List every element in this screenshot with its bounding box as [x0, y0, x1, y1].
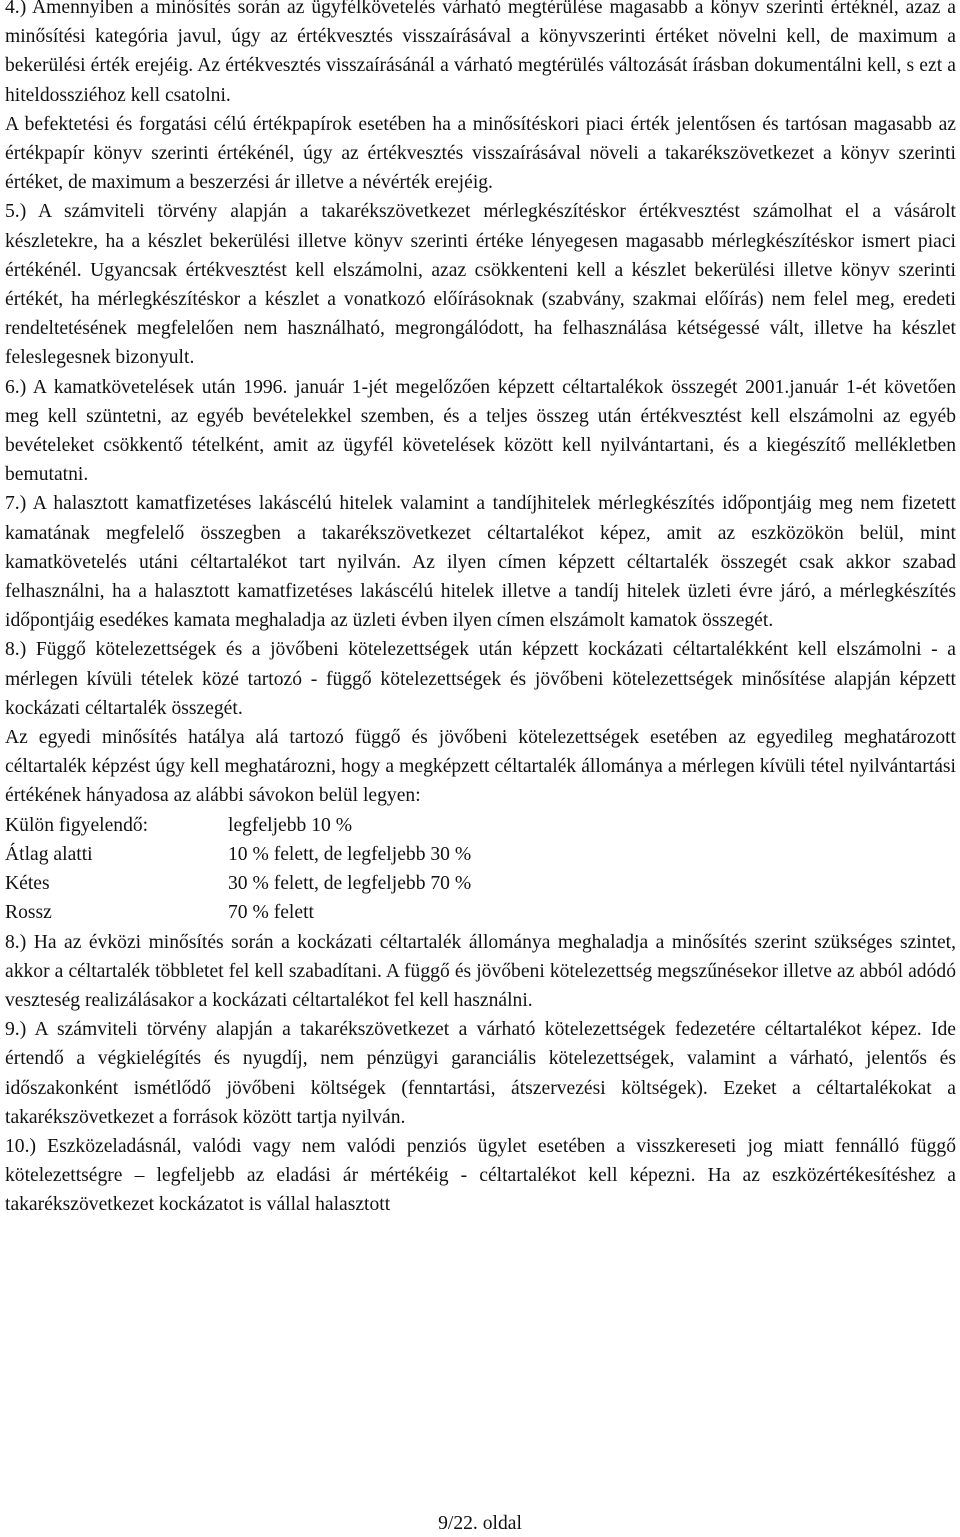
paragraph-10: 10.) Eszközeladásnál, valódi vagy nem valódi penziós ügylet esetében a visszkereseti jog miatt fennálló függő kötelezettségre – legfeljebb az eladási ár mértékéig - céltartalékot kell képezni. Ha az eszközértékesítéshez a takarékszövetkezet kockázatot is vállal halasztott: [5, 1135, 956, 1216]
paragraph-securities-writeback: A befektetési és forgatási célú értékpapírok esetében ha a minősítéskori piaci érték jelentősen és tartósan magasabb az értékpapír könyv szerinti értékénél, úgy az értékvesztés visszaírásával növeli a takarékszövetkezet a könyv szerinti értéket, de maximum a beszerzési ár illetve a névérték erejéig.: [5, 113, 956, 194]
grade-name: Átlag alatti: [5, 843, 93, 865]
paragraph-7: 7.) A halasztott kamatfizetéses lakáscélú hitelek valamint a tandíjhitelek mérlegkészítés időpontjáig meg nem fizetett kamatának megfelelő összegben a takarékszövetkezet céltartalékot képez, amit az eszközökön belül, mint kamatkövetelés utáni céltartalékot tart nyilván. Az ilyen címen képzett céltartalék összegét csak akkor szabad felhasználni, ha a halasztott kamatfizetéses lakáscélú hitelek illetve a tandíj hitelek üzleti évre járó, a mérlegkészítés időpontjáig esedékes kamata meghaladja az üzleti évben ilyen címen elszámolt kamatok összegét.: [5, 493, 956, 632]
grade-range: legfeljebb 10 %: [228, 814, 353, 836]
paragraph-6: 6.) A kamatkövetelések után 1996. január 1-jét megelőzően képzett céltartalékok összegét 2001.január 1-ét követően meg kell szüntetni, az egyéb bevételekkel szemben, és a teljes összeg után értékvesztést kell elszámolni az egyéb bevételeket csökkentő tételként, amit az ügyfél követelések között kell nyilvántartani, és a kiegészítő mellékletben bemutatni.: [5, 376, 956, 486]
grade-table: [5, 811, 956, 928]
paragraph-8-contingent: 8.) Függő kötelezettségek és a jövőbeni kötelezettségek után képzett kockázati céltartalékként kell elszámolni - a mérlegen kívüli tételek közé tartozó - függő kötelezettségek és jövőbeni kötelezettségek minősítése alapján képzett kockázati céltartalék összegét.: [5, 639, 956, 719]
paragraph-individual-rating: Az egyedi minősítés hatálya alá tartozó függő és jövőbeni kötelezettségek esetében az egyedileg meghatározott céltartalék képzést úgy kell meghatározni, hogy a megképzett céltartalék állománya a mérlegen kívüli tétel nyilvántartási értékének hányadosa az alábbi sávokon belül legyen:: [5, 727, 956, 807]
grade-name: Rossz: [5, 902, 52, 924]
grade-row: [5, 898, 956, 927]
grade-name: Külön figyelendő:: [5, 814, 149, 836]
paragraph-8-release: 8.) Ha az évközi minősítés során a kockázati céltartalék állománya meghaladja a minősítés szerint szükséges szintet, akkor a céltartalék többletet fel kell szabadítani. A függő és jövőbeni kötelezettség megszűnésekor illetve az abból adódó veszteség realizálásakor a kockázati céltartalékot fel kell használni.: [5, 931, 956, 1011]
grade-range: 70 % felett: [228, 902, 314, 924]
paragraph-5: 5.) A számviteli törvény alapján a takarékszövetkezet mérlegkészítéskor értékvesztést számolhat el a vásárolt készletekre, ha a készlet bekerülési illetve könyv szerinti értéke lényegesen magasabb mérlegkészítéskor ismert piaci értékénél. Ugyancsak értékvesztést kell elszámolni, azaz csökkenteni kell a készlet bekerülési illetve könyv szerinti értékét, ha mérlegkészítéskor a készlet a vonatkozó előírásoknak (szabvány, szakmai előírás) nem felel meg, eredeti rendeltetésének megfelelően nem használható, megrongálódott, ha felhasználása kétségessé vált, illetve ha készlet feleslegesnek bizonyult.: [5, 201, 956, 369]
grade-range: 30 % felett, de legfeljebb 70 %: [228, 873, 472, 895]
paragraph-9: 9.) A számviteli törvény alapján a takarékszövetkezet a várható kötelezettségek fedezetére céltartalékot képez. Ide értendő a végkielégítés és nyugdíj, nem pénzügyi garanciális kötelezettségek, valamint a várható, jelentős és időszakonként ismétlődő jövőbeni költségek (fenntartási, átszervezési költségek). Ezeket a céltartalékokat a takarékszövetkezet a források között tartja nyilván.: [5, 1019, 956, 1128]
paragraph-4: 4.) Amennyiben a minősítés során az ügyfélkövetelés várható megtérülése magasabb a könyv szerinti értéknél, azaz a minősítési kategória javul, úgy az értékvesztés visszaírásával a könyvszerinti értéket növelni kell, de maximum a bekerülési érték erejéig. Az értékvesztés visszaírásánál a várható megtérülés változását írásban dokumentálni kell, s ezt a hiteldossziéhoz kell csatolni.: [5, 0, 956, 106]
grade-row: [5, 840, 956, 869]
grade-range: 10 % felett, de legfeljebb 30 %: [228, 843, 472, 865]
grade-row: [5, 811, 956, 840]
page-number-footer: 9/22. oldal: [438, 1513, 522, 1534]
grade-name: Kétes: [5, 873, 50, 895]
grade-row: [5, 869, 956, 898]
document-page: [5, 0, 956, 1220]
